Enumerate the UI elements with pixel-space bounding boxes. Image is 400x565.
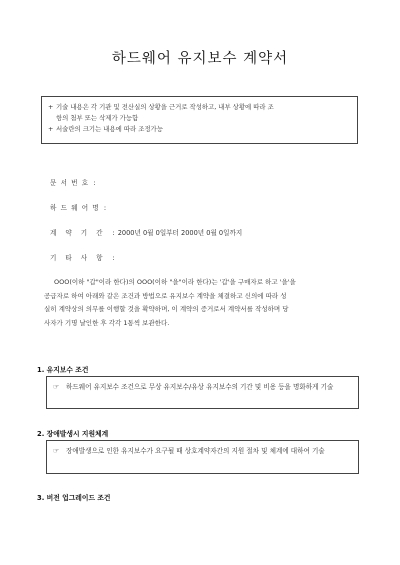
intro-line: OOO(이하 "갑"이라 한다)의 OOO(이하 "을"이라 한다)는 '갑'을 구매자로 하고 '을'을 [54, 278, 296, 286]
contract-intro-paragraph [44, 276, 359, 330]
section-heading-version-upgrade: 3. 버전 업그레이드 조건 [37, 494, 111, 502]
pointing-hand-icon: ☞ [53, 447, 60, 455]
note-text-continued: 항의 첨부 또는 삭제가 가능함 [56, 114, 139, 122]
field-colon: : [93, 179, 96, 187]
note-text: 서술란의 크기는 내용에 따라 조정가능 [56, 125, 163, 133]
field-contract-period [50, 227, 242, 237]
field-colon: : [112, 254, 115, 262]
instruction-note-box [41, 96, 358, 144]
field-label: 계약기간 [50, 229, 112, 237]
section-box-failure-support [46, 440, 359, 474]
section-text: 장애발생으로 인한 유지보수가 요구될 때 상호계약자간의 지원 절차 및 체계에 대하여 기술 [66, 447, 325, 455]
plus-bullet-icon: + [48, 125, 54, 133]
field-label: 문서번호 [50, 179, 93, 187]
intro-line: 실히 계약상의 의무를 이행할 것을 확약하며, 이 계약의 증거로서 계약서를 작성하며 당 [44, 305, 289, 313]
plus-bullet-icon: + [48, 103, 54, 111]
field-colon: : [112, 229, 115, 237]
intro-line: 사자가 기명 날인한 후 각각 1통씩 보관한다. [44, 318, 170, 327]
note-item [48, 124, 349, 135]
document-title: 하드웨어 유지보수 계약서 [111, 51, 289, 67]
note-item [48, 102, 349, 113]
pointing-hand-icon: ☞ [53, 383, 60, 391]
field-colon: : [103, 204, 107, 212]
field-label: 기타사항 [50, 254, 112, 262]
field-document-number [50, 177, 99, 187]
field-label: 하드웨어명 [50, 204, 103, 212]
section-box-maintenance-conditions [46, 376, 359, 409]
note-text: 기술 내용은 각 기관 및 전산실의 상황을 근거로 작성하고, 내부 상황에 따라 조 [56, 103, 274, 111]
field-value: 2000년 0월 0일부터 2000년 0월 0일까지 [117, 229, 243, 237]
intro-line: 공급자로 하여 아래와 같은 조건과 방법으로 유지보수 계약을 체결하고 신의에 따라 성 [44, 291, 287, 300]
section-text: 하드웨어 유지보수 조건으로 무상 유지보수/유상 유지보수의 기간 및 비용 등을 명화하게 기술 [66, 383, 334, 391]
section-heading-failure-support: 2. 장애발생시 지원체계 [37, 430, 109, 438]
section-heading-maintenance-conditions: 1. 유지보수 조건 [37, 366, 89, 374]
field-hardware-name [50, 202, 109, 212]
field-other-notes [50, 252, 118, 262]
